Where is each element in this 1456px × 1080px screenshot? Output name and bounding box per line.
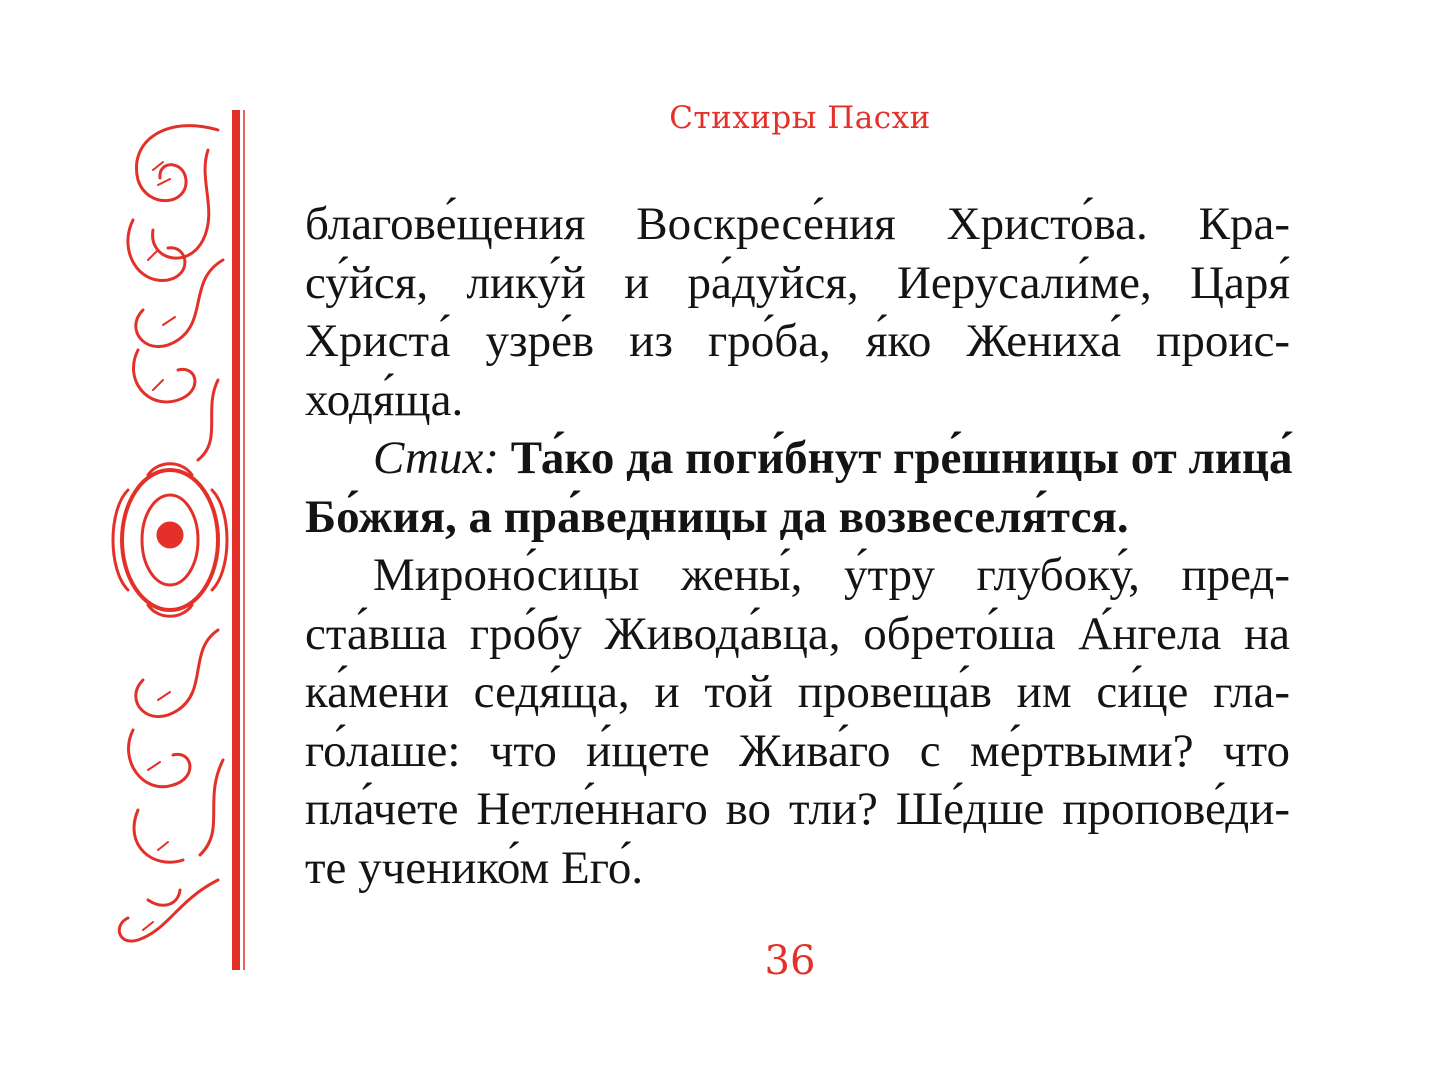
verse-label: Стих:	[373, 432, 499, 484]
text-line: Христа́ узре́в из гро́ба, я́ко Жениха́ проис-	[305, 315, 1290, 367]
text-line: ста́вша гро́бу Живода́вца, обрето́ша А́нгела на	[305, 607, 1290, 660]
text-line: Мироно́сицы жены́, у́тру глубоку́, пред-	[373, 549, 1290, 601]
page-number: 36	[764, 938, 816, 984]
floral-ornament-border	[108, 110, 248, 970]
verse-text: Бо́жия, а пра́ведницы да возвеселя́тся.	[305, 490, 1129, 543]
verse-text: Та́ко да поги́бнут гре́шницы от лица́	[510, 432, 1293, 484]
text-line: благове́щения Воскресе́ния Христо́ва. Кра-	[305, 198, 1290, 250]
text-line: су́йся, лику́й и ра́дуйся, Иерусали́ме, Царя́	[305, 256, 1290, 309]
main-text	[305, 195, 1293, 897]
text-line: го́лаше: что и́щете Жива́го с ме́ртвыми? что	[305, 724, 1290, 777]
verse-line	[305, 429, 1293, 488]
text-line: ходя́ща.	[305, 373, 464, 426]
text-line: пла́чете Нетле́ннаго во тли? Ше́дше пропове́ди-	[305, 783, 1290, 835]
running-header-title: Стихиры Пасхи	[669, 100, 931, 136]
text-line: те ученико́м Его́.	[305, 841, 644, 894]
text-line: ка́мени седя́ща, и той провеща́в им си́це гла-	[305, 666, 1290, 718]
